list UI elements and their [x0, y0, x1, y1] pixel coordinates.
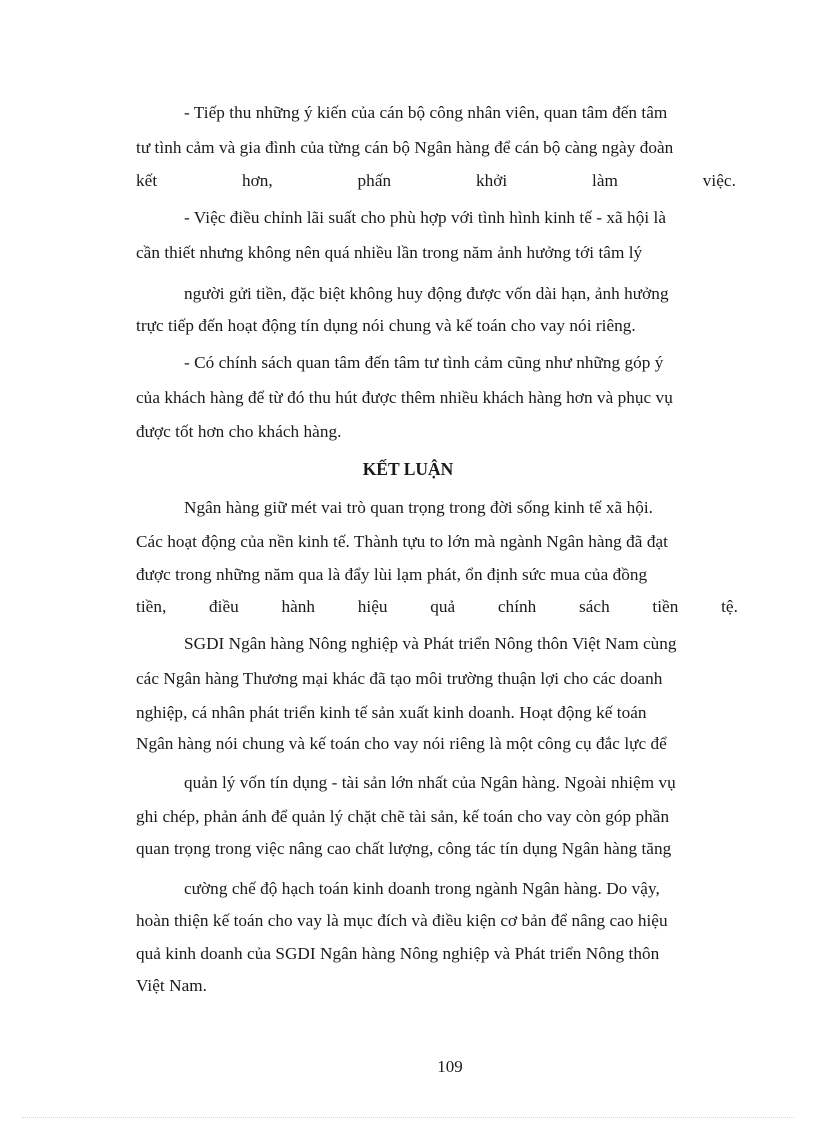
page-number: 109: [437, 1057, 463, 1076]
text-line: quả kinh doanh của SGDI Ngân hàng Nông nghiệp và Phát triển Nông thôn: [136, 944, 660, 963]
text-line: - Có chính sách quan tâm đến tâm tư tình cảm cũng như những góp ý: [184, 353, 664, 372]
text-line-justified: [136, 170, 736, 192]
text-line: quan trọng trong việc nâng cao chất lượng, công tác tín dụng Ngân hàng tăng: [136, 839, 672, 858]
text-line: người gửi tiền, đặc biệt không huy động được vốn dài hạn, ảnh hưởng: [184, 284, 669, 303]
text-line: Việt Nam.: [136, 976, 208, 995]
word: hơn,: [241, 171, 273, 190]
text-line: các Ngân hàng Thương mại khác đã tạo môi trường thuận lợi cho các doanh: [136, 669, 663, 688]
word: tệ.: [721, 597, 738, 616]
text-line: Ngân hàng giữ mét vai trò quan trọng trong đời sống kinh tế xã hội.: [184, 498, 654, 517]
section-heading: KẾT LUẬN: [362, 459, 454, 479]
page-bottom-divider: [22, 1117, 794, 1118]
text-line: cường chế độ hạch toán kinh doanh trong ngành Ngân hàng. Do vậy,: [184, 879, 660, 898]
text-line: Ngân hàng nói chung và kế toán cho vay nói riêng là một công cụ đắc lực để: [136, 734, 667, 753]
text-line: ghi chép, phản ánh để quản lý chặt chẽ tài sản, kế toán cho vay còn góp phần: [136, 807, 670, 826]
text-line: hoàn thiện kế toán cho vay là mục đích và điều kiện cơ bản để nâng cao hiệu: [136, 911, 668, 930]
word: hành: [281, 597, 316, 616]
text-line: Các hoạt động của nền kinh tế. Thành tựu to lớn mà ngành Ngân hàng đã đạt: [136, 532, 668, 551]
text-line: được trong những năm qua là đẩy lùi lạm phát, ổn định sức mua của đồng: [136, 565, 648, 584]
text-line: nghiệp, cá nhân phát triển kinh tế sản xuất kinh doanh. Hoạt động kế toán: [136, 703, 647, 722]
word: làm: [592, 171, 618, 190]
text-line: quản lý vốn tín dụng - tài sản lớn nhất của Ngân hàng. Ngoài nhiệm vụ: [184, 773, 676, 792]
text-line: trực tiếp đến hoạt động tín dụng nói chung và kế toán cho vay nói riêng.: [136, 316, 636, 335]
word: khởi: [475, 171, 508, 190]
text-line: - Việc điều chỉnh lãi suất cho phù hợp với tình hình kinh tế - xã hội là: [184, 208, 667, 227]
word: tiền: [652, 597, 679, 616]
word: chính: [497, 597, 537, 616]
text-line-justified: [136, 596, 738, 618]
text-line: SGDI Ngân hàng Nông nghiệp và Phát triển Nông thôn Việt Nam cùng: [184, 634, 677, 653]
word: việc.: [702, 171, 736, 190]
word: tiền,: [136, 597, 167, 616]
text-line: được tốt hơn cho khách hàng.: [136, 422, 342, 441]
text-line: cần thiết nhưng không nên quá nhiều lần trong năm ảnh hưởng tới tâm lý: [136, 243, 643, 262]
word: sách: [578, 597, 610, 616]
word: hiệu: [357, 597, 388, 616]
word: phấn: [357, 171, 392, 190]
text-line: - Tiếp thu những ý kiến của cán bộ công nhân viên, quan tâm đến tâm: [184, 103, 668, 122]
word: quả: [430, 597, 456, 616]
text-line: tư tình cảm và gia đình của từng cán bộ Ngân hàng để cán bộ càng ngày đoàn: [136, 138, 674, 157]
word: điều: [209, 597, 239, 616]
text-line: của khách hàng để từ đó thu hút được thêm nhiều khách hàng hơn và phục vụ: [136, 388, 673, 407]
word: kết: [136, 171, 158, 190]
